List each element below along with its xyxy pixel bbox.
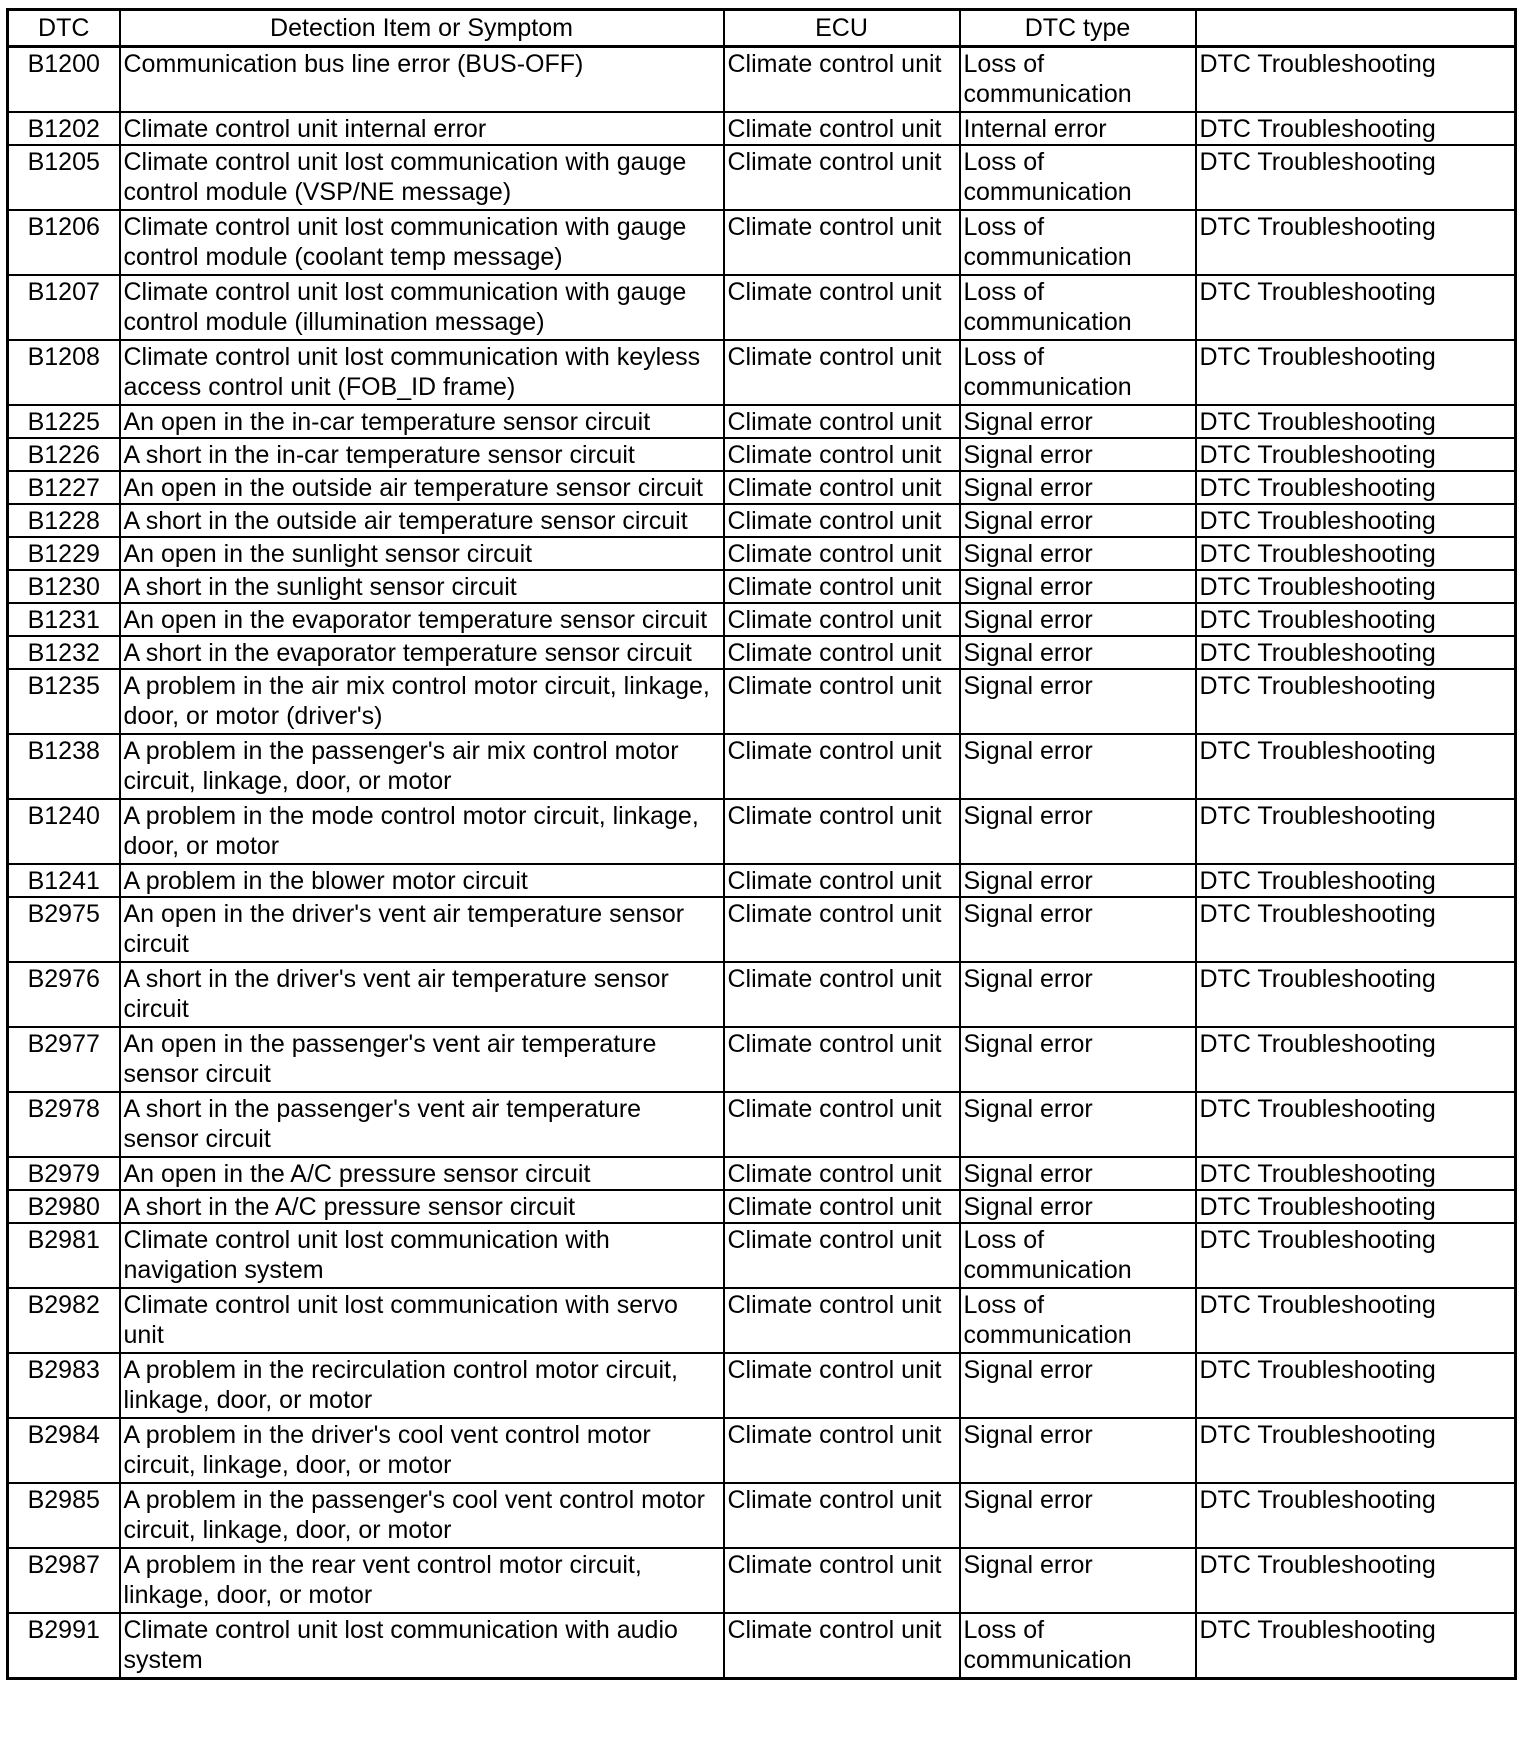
header-ecu: ECU: [724, 10, 960, 47]
dtc-type-cell: Signal error: [960, 636, 1196, 669]
ecu-cell: Climate control unit: [724, 1483, 960, 1548]
ecu-cell: Climate control unit: [724, 47, 960, 113]
dtc-type-cell: Signal error: [960, 1092, 1196, 1157]
header-link: [1196, 10, 1516, 47]
dtc-troubleshooting-link[interactable]: DTC Troubleshooting: [1196, 438, 1516, 471]
dtc-code-cell: B1207: [8, 275, 120, 340]
table-header-row: [8, 10, 1516, 47]
symptom-cell: A short in the outside air temperature sensor circuit: [120, 504, 724, 537]
symptom-cell: Climate control unit lost communication with gauge control module (illumination message): [120, 275, 724, 340]
ecu-cell: Climate control unit: [724, 1223, 960, 1288]
dtc-type-cell: Loss of communication: [960, 145, 1196, 210]
symptom-cell: Climate control unit lost communication with gauge control module (VSP/NE message): [120, 145, 724, 210]
dtc-code-cell: B1225: [8, 405, 120, 438]
dtc-troubleshooting-link[interactable]: DTC Troubleshooting: [1196, 1223, 1516, 1288]
table-row: [8, 210, 1516, 275]
table-row: [8, 1353, 1516, 1418]
table-row: [8, 47, 1516, 113]
dtc-code-cell: B1202: [8, 112, 120, 145]
dtc-code-cell: B1206: [8, 210, 120, 275]
ecu-cell: Climate control unit: [724, 537, 960, 570]
dtc-code-cell: B1226: [8, 438, 120, 471]
ecu-cell: Climate control unit: [724, 405, 960, 438]
table-row: [8, 504, 1516, 537]
symptom-cell: A problem in the mode control motor circuit, linkage, door, or motor: [120, 799, 724, 864]
table-row: [8, 897, 1516, 962]
ecu-cell: Climate control unit: [724, 1418, 960, 1483]
dtc-troubleshooting-link[interactable]: DTC Troubleshooting: [1196, 471, 1516, 504]
dtc-type-cell: Signal error: [960, 471, 1196, 504]
dtc-troubleshooting-link[interactable]: DTC Troubleshooting: [1196, 1157, 1516, 1190]
symptom-cell: An open in the passenger's vent air temperature sensor circuit: [120, 1027, 724, 1092]
dtc-troubleshooting-link[interactable]: DTC Troubleshooting: [1196, 1418, 1516, 1483]
table-row: [8, 537, 1516, 570]
symptom-cell: A short in the driver's vent air temperature sensor circuit: [120, 962, 724, 1027]
ecu-cell: Climate control unit: [724, 864, 960, 897]
symptom-cell: A problem in the blower motor circuit: [120, 864, 724, 897]
table-row: [8, 799, 1516, 864]
dtc-code-cell: B2976: [8, 962, 120, 1027]
dtc-code-cell: B1231: [8, 603, 120, 636]
dtc-type-cell: Signal error: [960, 405, 1196, 438]
dtc-troubleshooting-link[interactable]: DTC Troubleshooting: [1196, 340, 1516, 405]
ecu-cell: Climate control unit: [724, 1157, 960, 1190]
ecu-cell: Climate control unit: [724, 1353, 960, 1418]
dtc-troubleshooting-link[interactable]: DTC Troubleshooting: [1196, 669, 1516, 734]
dtc-type-cell: Loss of communication: [960, 1613, 1196, 1679]
dtc-type-cell: Signal error: [960, 1190, 1196, 1223]
symptom-cell: A short in the A/C pressure sensor circuit: [120, 1190, 724, 1223]
ecu-cell: Climate control unit: [724, 962, 960, 1027]
table-row: [8, 1418, 1516, 1483]
dtc-troubleshooting-link[interactable]: DTC Troubleshooting: [1196, 1613, 1516, 1679]
table-row: [8, 962, 1516, 1027]
dtc-troubleshooting-link[interactable]: DTC Troubleshooting: [1196, 864, 1516, 897]
dtc-code-cell: B2983: [8, 1353, 120, 1418]
ecu-cell: Climate control unit: [724, 603, 960, 636]
dtc-code-cell: B2979: [8, 1157, 120, 1190]
table-row: [8, 570, 1516, 603]
table-row: [8, 438, 1516, 471]
dtc-troubleshooting-link[interactable]: DTC Troubleshooting: [1196, 897, 1516, 962]
dtc-code-cell: B1230: [8, 570, 120, 603]
table-row: [8, 405, 1516, 438]
table-row: [8, 1092, 1516, 1157]
dtc-troubleshooting-link[interactable]: DTC Troubleshooting: [1196, 275, 1516, 340]
symptom-cell: A problem in the rear vent control motor circuit, linkage, door, or motor: [120, 1548, 724, 1613]
dtc-code-cell: B1240: [8, 799, 120, 864]
dtc-type-cell: Signal error: [960, 669, 1196, 734]
dtc-code-cell: B2981: [8, 1223, 120, 1288]
ecu-cell: Climate control unit: [724, 504, 960, 537]
symptom-cell: An open in the driver's vent air temperature sensor circuit: [120, 897, 724, 962]
dtc-code-cell: B2982: [8, 1288, 120, 1353]
table-row: [8, 340, 1516, 405]
dtc-troubleshooting-link[interactable]: DTC Troubleshooting: [1196, 962, 1516, 1027]
ecu-cell: Climate control unit: [724, 1613, 960, 1679]
dtc-type-cell: Signal error: [960, 1353, 1196, 1418]
dtc-code-cell: B1232: [8, 636, 120, 669]
symptom-cell: An open in the outside air temperature sensor circuit: [120, 471, 724, 504]
dtc-type-cell: Signal error: [960, 1483, 1196, 1548]
dtc-troubleshooting-link[interactable]: DTC Troubleshooting: [1196, 1548, 1516, 1613]
symptom-cell: An open in the in-car temperature sensor circuit: [120, 405, 724, 438]
symptom-cell: Climate control unit lost communication with audio system: [120, 1613, 724, 1679]
ecu-cell: Climate control unit: [724, 799, 960, 864]
ecu-cell: Climate control unit: [724, 210, 960, 275]
symptom-cell: An open in the A/C pressure sensor circuit: [120, 1157, 724, 1190]
table-row: [8, 1157, 1516, 1190]
ecu-cell: Climate control unit: [724, 340, 960, 405]
dtc-code-cell: B1241: [8, 864, 120, 897]
header-dtc-type: DTC type: [960, 10, 1196, 47]
ecu-cell: Climate control unit: [724, 275, 960, 340]
dtc-troubleshooting-link[interactable]: DTC Troubleshooting: [1196, 1190, 1516, 1223]
dtc-type-cell: Signal error: [960, 734, 1196, 799]
dtc-code-cell: B2975: [8, 897, 120, 962]
dtc-troubleshooting-link[interactable]: DTC Troubleshooting: [1196, 603, 1516, 636]
dtc-code-cell: B2980: [8, 1190, 120, 1223]
ecu-cell: Climate control unit: [724, 112, 960, 145]
ecu-cell: Climate control unit: [724, 636, 960, 669]
table-row: [8, 112, 1516, 145]
symptom-cell: A problem in the recirculation control motor circuit, linkage, door, or motor: [120, 1353, 724, 1418]
dtc-code-cell: B1235: [8, 669, 120, 734]
dtc-troubleshooting-link[interactable]: DTC Troubleshooting: [1196, 210, 1516, 275]
dtc-type-cell: Signal error: [960, 1157, 1196, 1190]
dtc-type-cell: Signal error: [960, 962, 1196, 1027]
dtc-type-cell: Signal error: [960, 799, 1196, 864]
symptom-cell: A problem in the driver's cool vent control motor circuit, linkage, door, or motor: [120, 1418, 724, 1483]
dtc-code-cell: B1205: [8, 145, 120, 210]
symptom-cell: A short in the sunlight sensor circuit: [120, 570, 724, 603]
dtc-type-cell: Loss of communication: [960, 1288, 1196, 1353]
dtc-code-cell: B1238: [8, 734, 120, 799]
dtc-troubleshooting-link[interactable]: DTC Troubleshooting: [1196, 1353, 1516, 1418]
dtc-code-cell: B2977: [8, 1027, 120, 1092]
dtc-troubleshooting-link[interactable]: DTC Troubleshooting: [1196, 570, 1516, 603]
table-row: [8, 1223, 1516, 1288]
table-row: [8, 734, 1516, 799]
table-row: [8, 145, 1516, 210]
symptom-cell: A problem in the passenger's cool vent control motor circuit, linkage, door, or motor: [120, 1483, 724, 1548]
symptom-cell: Climate control unit lost communication with keyless access control unit (FOB_ID frame): [120, 340, 724, 405]
dtc-type-cell: Signal error: [960, 1548, 1196, 1613]
symptom-cell: An open in the evaporator temperature sensor circuit: [120, 603, 724, 636]
dtc-type-cell: Signal error: [960, 603, 1196, 636]
dtc-type-cell: Signal error: [960, 1418, 1196, 1483]
table-row: [8, 603, 1516, 636]
table-row: [8, 636, 1516, 669]
table-row: [8, 471, 1516, 504]
table-row: [8, 1027, 1516, 1092]
symptom-cell: Climate control unit lost communication with navigation system: [120, 1223, 724, 1288]
dtc-troubleshooting-link[interactable]: DTC Troubleshooting: [1196, 1092, 1516, 1157]
symptom-cell: A short in the in-car temperature sensor circuit: [120, 438, 724, 471]
dtc-type-cell: Loss of communication: [960, 1223, 1196, 1288]
dtc-troubleshooting-link[interactable]: DTC Troubleshooting: [1196, 504, 1516, 537]
dtc-type-cell: Signal error: [960, 570, 1196, 603]
ecu-cell: Climate control unit: [724, 669, 960, 734]
symptom-cell: A problem in the passenger's air mix control motor circuit, linkage, door, or motor: [120, 734, 724, 799]
dtc-code-cell: B2984: [8, 1418, 120, 1483]
ecu-cell: Climate control unit: [724, 1548, 960, 1613]
dtc-troubleshooting-link[interactable]: DTC Troubleshooting: [1196, 47, 1516, 113]
table-row: [8, 1288, 1516, 1353]
dtc-troubleshooting-link[interactable]: DTC Troubleshooting: [1196, 734, 1516, 799]
dtc-code-cell: B1200: [8, 47, 120, 113]
symptom-cell: Climate control unit lost communication with servo unit: [120, 1288, 724, 1353]
ecu-cell: Climate control unit: [724, 734, 960, 799]
table-row: [8, 1190, 1516, 1223]
dtc-type-cell: Loss of communication: [960, 275, 1196, 340]
dtc-troubleshooting-link[interactable]: DTC Troubleshooting: [1196, 145, 1516, 210]
dtc-code-cell: B1227: [8, 471, 120, 504]
table-row: [8, 669, 1516, 734]
dtc-type-cell: Signal error: [960, 504, 1196, 537]
dtc-table: [6, 8, 1517, 1680]
dtc-type-cell: Signal error: [960, 864, 1196, 897]
dtc-type-cell: Loss of communication: [960, 47, 1196, 113]
ecu-cell: Climate control unit: [724, 145, 960, 210]
dtc-code-cell: B1229: [8, 537, 120, 570]
dtc-troubleshooting-link[interactable]: DTC Troubleshooting: [1196, 1483, 1516, 1548]
table-row: [8, 1548, 1516, 1613]
symptom-cell: A problem in the air mix control motor circuit, linkage, door, or motor (driver's): [120, 669, 724, 734]
dtc-troubleshooting-link[interactable]: DTC Troubleshooting: [1196, 1027, 1516, 1092]
table-row: [8, 1613, 1516, 1679]
ecu-cell: Climate control unit: [724, 1027, 960, 1092]
ecu-cell: Climate control unit: [724, 1288, 960, 1353]
dtc-code-cell: B1208: [8, 340, 120, 405]
dtc-troubleshooting-link[interactable]: DTC Troubleshooting: [1196, 799, 1516, 864]
ecu-cell: Climate control unit: [724, 897, 960, 962]
table-row: [8, 864, 1516, 897]
dtc-troubleshooting-link[interactable]: DTC Troubleshooting: [1196, 112, 1516, 145]
dtc-code-cell: B2987: [8, 1548, 120, 1613]
dtc-type-cell: Loss of communication: [960, 340, 1196, 405]
dtc-type-cell: Loss of communication: [960, 210, 1196, 275]
dtc-code-cell: B2985: [8, 1483, 120, 1548]
dtc-type-cell: Internal error: [960, 112, 1196, 145]
dtc-type-cell: Signal error: [960, 438, 1196, 471]
header-dtc: DTC: [8, 10, 120, 47]
symptom-cell: Climate control unit lost communication with gauge control module (coolant temp message): [120, 210, 724, 275]
table-row: [8, 275, 1516, 340]
ecu-cell: Climate control unit: [724, 570, 960, 603]
dtc-code-cell: B1228: [8, 504, 120, 537]
dtc-troubleshooting-link[interactable]: DTC Troubleshooting: [1196, 405, 1516, 438]
ecu-cell: Climate control unit: [724, 438, 960, 471]
symptom-cell: A short in the passenger's vent air temperature sensor circuit: [120, 1092, 724, 1157]
ecu-cell: Climate control unit: [724, 471, 960, 504]
dtc-code-cell: B2978: [8, 1092, 120, 1157]
symptom-cell: An open in the sunlight sensor circuit: [120, 537, 724, 570]
table-body: [8, 47, 1516, 1679]
dtc-troubleshooting-link[interactable]: DTC Troubleshooting: [1196, 636, 1516, 669]
dtc-type-cell: Signal error: [960, 537, 1196, 570]
dtc-type-cell: Signal error: [960, 897, 1196, 962]
ecu-cell: Climate control unit: [724, 1092, 960, 1157]
table-row: [8, 1483, 1516, 1548]
header-detection-item: Detection Item or Symptom: [120, 10, 724, 47]
symptom-cell: Communication bus line error (BUS-OFF): [120, 47, 724, 113]
dtc-code-cell: B2991: [8, 1613, 120, 1679]
symptom-cell: A short in the evaporator temperature sensor circuit: [120, 636, 724, 669]
ecu-cell: Climate control unit: [724, 1190, 960, 1223]
dtc-type-cell: Signal error: [960, 1027, 1196, 1092]
symptom-cell: Climate control unit internal error: [120, 112, 724, 145]
dtc-troubleshooting-link[interactable]: DTC Troubleshooting: [1196, 1288, 1516, 1353]
dtc-troubleshooting-link[interactable]: DTC Troubleshooting: [1196, 537, 1516, 570]
